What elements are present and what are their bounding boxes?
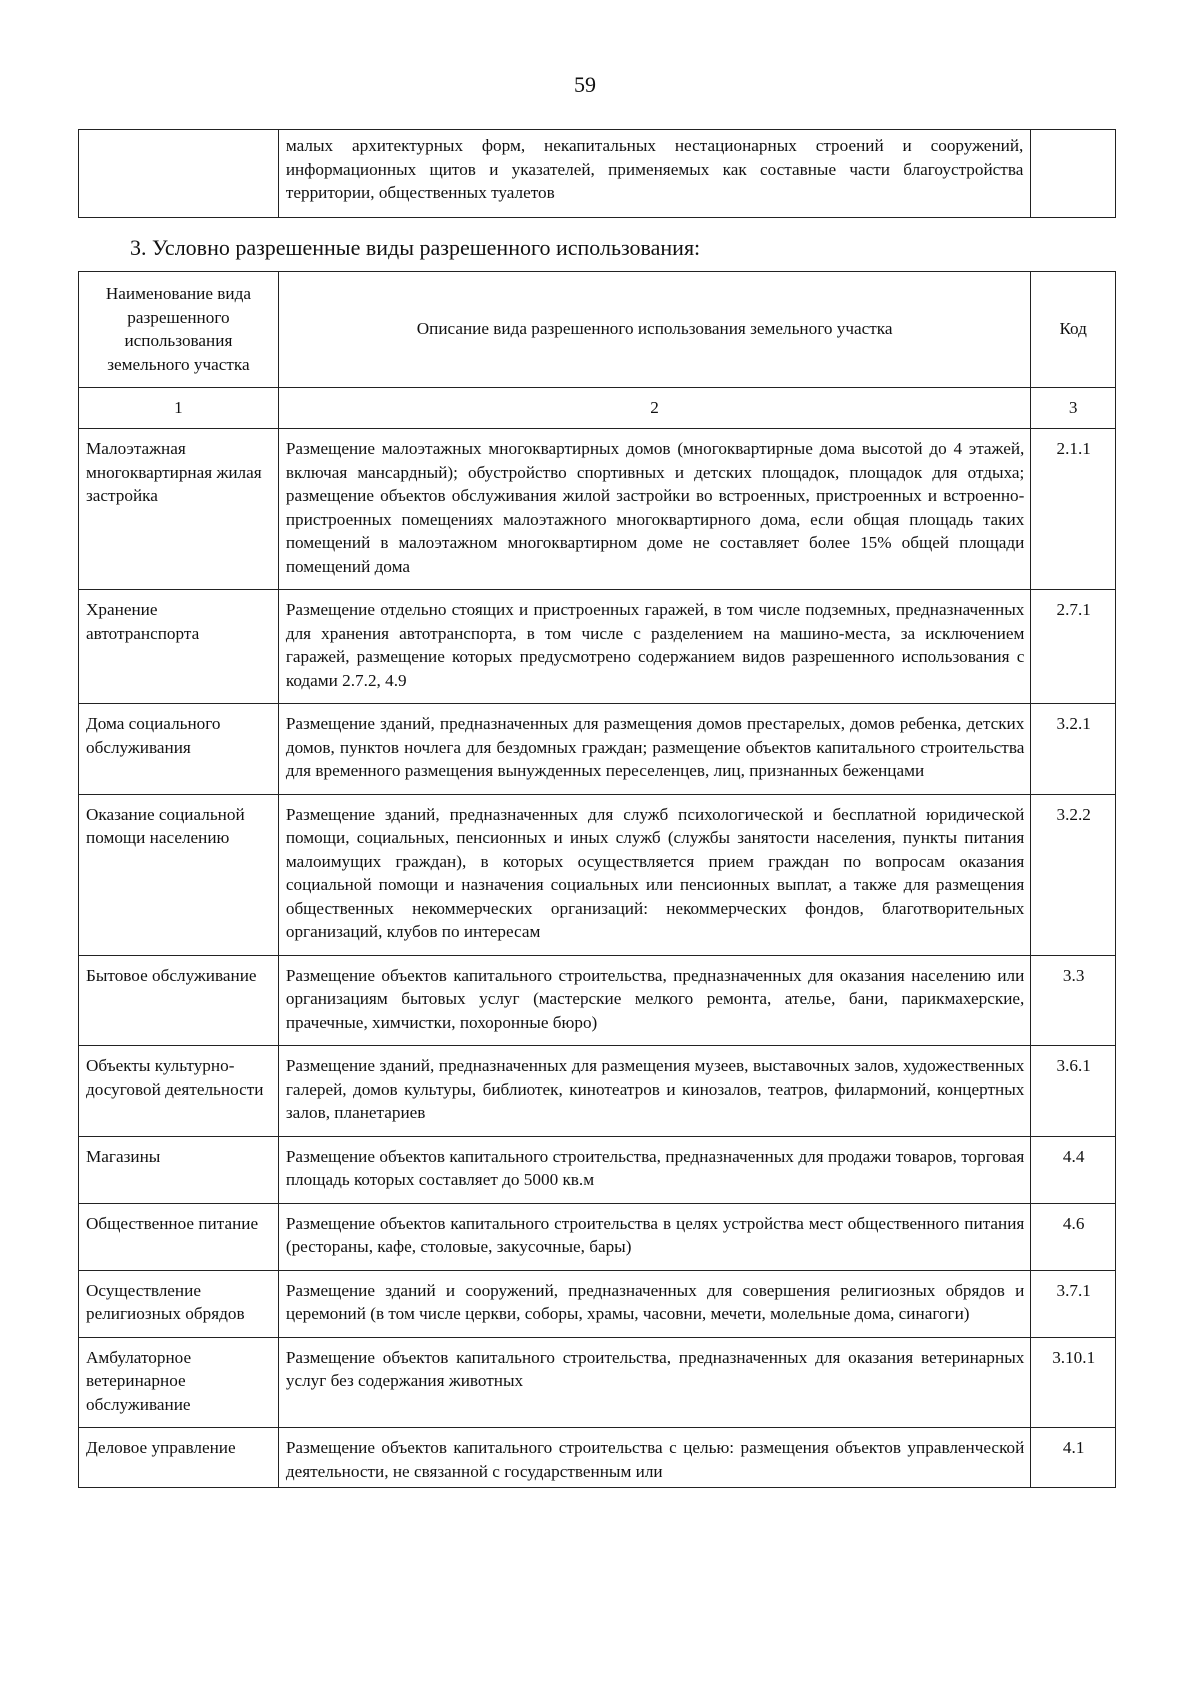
description-cell: Размещение малоэтажных многоквартирных домов (многоквартирные дома высотой до 4 этажей, включая мансардный); обустройство спортивных и детских площадок, площадок для отдыха; размещение объектов обслуживания жилой застройки во встроенных, пристроенных и встроенно-пристроенных помещениях малоэтажного многоквартирного дома, если общая площадь таких помещений в малоэтажном многоквартирном доме не составляет более 15% общей площади помещений дома bbox=[278, 429, 1031, 590]
code-cell: 4.4 bbox=[1031, 1136, 1116, 1203]
name-cell: Осуществление религиозных обрядов bbox=[79, 1270, 279, 1337]
code-cell: 3.10.1 bbox=[1031, 1337, 1116, 1428]
name-cell: Дома социального обслуживания bbox=[79, 704, 279, 795]
name-cell: Оказание социальной помощи населению bbox=[79, 794, 279, 955]
table-row bbox=[79, 1337, 1116, 1428]
name-cell: Бытовое обслуживание bbox=[79, 955, 279, 1046]
name-cell: Малоэтажная многоквартирная жилая застройка bbox=[79, 429, 279, 590]
code-cell: 4.6 bbox=[1031, 1203, 1116, 1270]
name-cell: Амбулаторное ветеринарное обслуживание bbox=[79, 1337, 279, 1428]
table-row bbox=[79, 1046, 1116, 1137]
column-number: 1 bbox=[79, 388, 279, 429]
name-cell: Объекты культурно-досуговой деятельности bbox=[79, 1046, 279, 1137]
header-description: Описание вида разрешенного использования земельного участка bbox=[278, 272, 1031, 388]
column-number: 3 bbox=[1031, 388, 1116, 429]
code-cell: 2.1.1 bbox=[1031, 429, 1116, 590]
land-use-table bbox=[78, 271, 1116, 1488]
code-cell: 3.3 bbox=[1031, 955, 1116, 1046]
table-row bbox=[79, 1203, 1116, 1270]
table-row bbox=[79, 1428, 1116, 1488]
description-cell: Размещение объектов капитального строительства с целью: размещения объектов управленческой деятельности, не связанной с государственным или bbox=[278, 1428, 1031, 1488]
name-cell: Деловое управление bbox=[79, 1428, 279, 1488]
column-number-row bbox=[79, 388, 1116, 429]
header-name: Наименование вида разрешенного использования земельного участка bbox=[79, 272, 279, 388]
description-cell: Размещение зданий, предназначенных для размещения домов престарелых, домов ребенка, детских домов, пунктов ночлега для бездомных граждан; размещение объектов капитального строительства для временного размещения вынужденных переселенцев, лиц, признанных беженцами bbox=[278, 704, 1031, 795]
table-row bbox=[79, 955, 1116, 1046]
header-code: Код bbox=[1031, 272, 1116, 388]
description-cell: Размещение объектов капитального строительства, предназначенных для продажи товаров, торговая площадь которых составляет до 5000 кв.м bbox=[278, 1136, 1031, 1203]
section-heading: 3. Условно разрешенные виды разрешенного использования: bbox=[130, 235, 701, 260]
code-cell: 3.2.1 bbox=[1031, 704, 1116, 795]
description-cell: Размещение объектов капитального строительства, предназначенных для оказания ветеринарных услуг без содержания животных bbox=[278, 1337, 1031, 1428]
description-cell: Размещение зданий и сооружений, предназначенных для совершения религиозных обрядов и церемоний (в том числе церкви, соборы, храмы, часовни, мечети, молельные дома, синагоги) bbox=[278, 1270, 1031, 1337]
code-cell: 3.2.2 bbox=[1031, 794, 1116, 955]
description-cell: Размещение объектов капитального строительства, предназначенных для оказания населению или организациям бытовых услуг (мастерские мелкого ремонта, ателье, бани, парикмахерские, прачечные, химчистки, похоронные бюро) bbox=[278, 955, 1031, 1046]
code-cell: 3.6.1 bbox=[1031, 1046, 1116, 1137]
description-cell: Размещение отдельно стоящих и пристроенных гаражей, в том числе подземных, предназначенных для хранения автотранспорта, в том числе с разделением на машино-места, за исключением гаражей, размещение которых предусмотрено содержанием видов разрешенного использования с кодами 2.7.2, 4.9 bbox=[278, 590, 1031, 704]
description-cell: малых архитектурных форм, некапитальных нестационарных строений и сооружений, информационных щитов и указателей, применяемых как составные части благоустройства территории, общественных туалетов bbox=[278, 130, 1031, 218]
page-number: 59 bbox=[574, 72, 596, 97]
table-row bbox=[79, 590, 1116, 704]
code-cell: 2.7.1 bbox=[1031, 590, 1116, 704]
header-row bbox=[79, 272, 1116, 388]
name-cell: Хранение автотранспорта bbox=[79, 590, 279, 704]
code-cell bbox=[1031, 130, 1116, 218]
description-cell: Размещение объектов капитального строительства в целях устройства мест общественного питания (рестораны, кафе, столовые, закусочные, бары) bbox=[278, 1203, 1031, 1270]
name-cell: Общественное питание bbox=[79, 1203, 279, 1270]
table-row bbox=[79, 130, 1116, 218]
table-row bbox=[79, 429, 1116, 590]
continuation-table bbox=[78, 129, 1116, 218]
code-cell: 4.1 bbox=[1031, 1428, 1116, 1488]
table-row bbox=[79, 1270, 1116, 1337]
table-row bbox=[79, 1136, 1116, 1203]
name-cell bbox=[79, 130, 279, 218]
name-cell: Магазины bbox=[79, 1136, 279, 1203]
code-cell: 3.7.1 bbox=[1031, 1270, 1116, 1337]
table-row bbox=[79, 704, 1116, 795]
description-cell: Размещение зданий, предназначенных для размещения музеев, выставочных залов, художественных галерей, домов культуры, библиотек, кинотеатров и кинозалов, театров, филармоний, концертных залов, планетариев bbox=[278, 1046, 1031, 1137]
column-number: 2 bbox=[278, 388, 1031, 429]
table-row bbox=[79, 794, 1116, 955]
description-cell: Размещение зданий, предназначенных для служб психологической и бесплатной юридической помощи, социальных, пенсионных и иных служб (службы занятости населения, пункты питания малоимущих граждан), в которых осуществляется прием граждан по вопросам оказания социальной помощи и назначения социальных или пенсионных выплат, а также для размещения общественных некоммерческих организаций: некоммерческих фондов, благотворительных организаций, клубов по интересам bbox=[278, 794, 1031, 955]
